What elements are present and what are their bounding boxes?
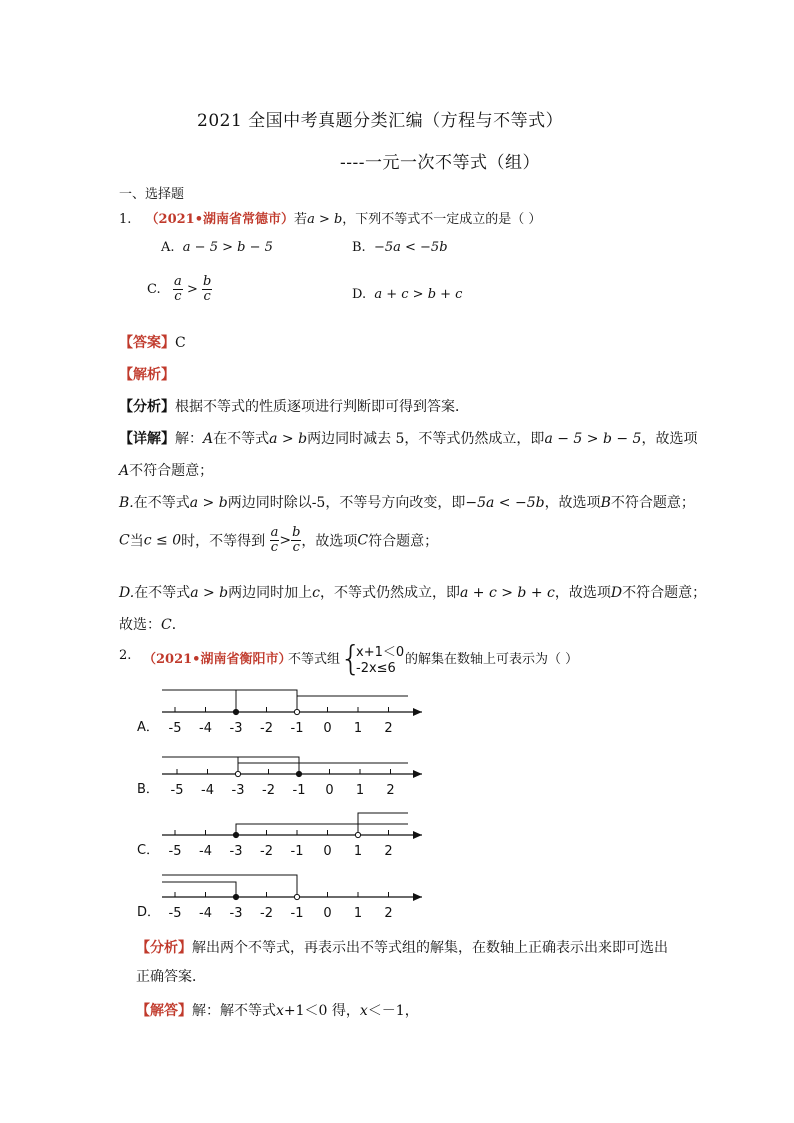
tick-label: -2 <box>260 721 273 736</box>
tick-label: 0 <box>323 906 332 921</box>
axis-arrow <box>413 708 422 716</box>
solution-ray-left <box>162 690 297 712</box>
solution-ray-left <box>162 757 299 774</box>
tick-label: 2 <box>384 906 393 921</box>
closed-endpoint <box>233 832 238 837</box>
fraction-a-over-c: $\frac{a}{c}$ <box>174 274 182 304</box>
answer-tag: 【答案】 <box>119 335 175 351</box>
tick-label: -5 <box>168 844 182 859</box>
open-endpoint <box>235 771 240 776</box>
detail-line-6: 故选：C． <box>119 617 186 633</box>
tick-label: 2 <box>384 844 393 859</box>
tick-label: -5 <box>168 906 182 921</box>
stem-prefix: 若 <box>294 212 308 227</box>
option-b: B. −5a < −5b <box>352 240 448 255</box>
q2-fenxi-line-2: 正确答案． <box>136 969 206 985</box>
detail-line-4: C当c ≤ 0时，不等得到 $\frac{a}{c}$ > $\frac{b}{c}$ ，故选项C符合题意； <box>119 525 439 555</box>
tick-label: -4 <box>199 906 212 921</box>
page-subtitle: ----一元一次不等式（组） <box>340 153 540 173</box>
q2-jieda-line: 【解答】解：解不等式x+1＜0 得，x＜－1， <box>136 1003 419 1019</box>
question-2-suffix: 的解集在数轴上可表示为（ ） <box>405 652 579 667</box>
axis-arrow <box>413 831 422 839</box>
tick-label: 1 <box>353 906 363 921</box>
question-2-source: （2021•湖南省衡阳市） <box>143 652 292 667</box>
detail-line-5: D.在不等式a > b两边同时加上c，不等式仍然成立，即a + c > b + c，故选项D不符合题意； <box>119 585 707 601</box>
option-label: A． <box>137 720 159 735</box>
fenxi-line: 【分析】根据不等式的性质逐项进行判断即可得到答案． <box>119 399 469 415</box>
tick-label: -3 <box>229 721 243 736</box>
tick-label: -2 <box>260 906 273 921</box>
tick-label: 2 <box>384 721 393 736</box>
detail-line-1: 【详解】解：A在不等式a > b两边同时减去 5，不等式仍然成立，即a − 5 > b − 5，故选项 <box>119 431 698 447</box>
solution-ray-left <box>162 875 297 897</box>
question-source: （2021•湖南省常德市） <box>145 212 295 227</box>
open-endpoint <box>294 894 299 899</box>
question-number: 1. <box>119 212 132 227</box>
open-endpoint <box>355 832 360 837</box>
tick-label: -4 <box>199 844 212 859</box>
option-d-expr: a + c > b + c <box>374 287 463 302</box>
answer-value: C <box>175 335 186 351</box>
section-heading: 一、选择题 <box>119 187 185 202</box>
analysis-tag: 【解析】 <box>119 367 175 383</box>
detail-line-3: B.在不等式a > b两边同时除以-5，不等号方向改变，即−5a < −5b，故选项B不符合题意； <box>119 495 695 511</box>
option-d: D. a + c > b + c <box>352 287 463 302</box>
tick-label: -2 <box>260 844 273 859</box>
option-a-expr: a − 5 > b − 5 <box>182 240 273 255</box>
tick-label: 0 <box>323 844 332 859</box>
tick-label: -3 <box>231 783 245 798</box>
open-endpoint <box>294 709 299 714</box>
question-2-number: 2. <box>119 648 132 663</box>
tick-label: 0 <box>323 721 332 736</box>
closed-endpoint <box>233 709 238 714</box>
axis-arrow <box>413 770 422 778</box>
option-label: B． <box>137 782 159 797</box>
solution-ray-right <box>238 763 408 774</box>
option-label: D． <box>137 905 161 920</box>
tick-label: 1 <box>353 721 363 736</box>
tick-label: 0 <box>325 783 334 798</box>
tick-label: -1 <box>290 844 304 859</box>
closed-endpoint <box>296 771 301 776</box>
question-2-prefix: 不等式组 <box>288 652 341 667</box>
tick-label: -4 <box>199 721 212 736</box>
option-label: C． <box>137 843 160 858</box>
tick-label: -2 <box>262 783 275 798</box>
closed-endpoint <box>233 894 238 899</box>
stem-condition: a > b <box>307 212 343 227</box>
option-c: C. $\frac{a}{c}$ > $\frac{b}{c}$ <box>147 274 212 304</box>
inequality-2: -2x≤6 <box>356 661 396 676</box>
tick-label: -3 <box>229 844 243 859</box>
solution-ray-left <box>162 882 236 897</box>
tick-label: -5 <box>170 783 184 798</box>
axis-arrow <box>413 893 422 901</box>
fraction-b-over-c: $\frac{b}{c}$ <box>202 274 212 304</box>
stem-suffix: ，下列不等式不一定成立的是（ ） <box>342 212 542 227</box>
inequality-1: x+1＜0 <box>356 645 405 660</box>
solution-ray-right <box>236 824 408 835</box>
tick-label: -4 <box>201 783 214 798</box>
page-title: 2021 全国中考真题分类汇编（方程与不等式） <box>197 111 564 131</box>
tick-label: -1 <box>290 906 304 921</box>
tick-label: -5 <box>168 721 182 736</box>
tick-label: 1 <box>353 844 363 859</box>
system-brace: { <box>340 639 362 679</box>
tick-label: -1 <box>290 721 304 736</box>
tick-label: -3 <box>229 906 243 921</box>
tick-label: 1 <box>355 783 365 798</box>
option-b-expr: −5a < −5b <box>373 240 448 255</box>
option-a: A. a − 5 > b − 5 <box>161 240 273 255</box>
detail-line-2: A不符合题意； <box>119 463 214 479</box>
q2-fenxi-line-1: 【分析】解出两个不等式，再表示出不等式组的解集，在数轴上正确表示出来即可选出 <box>136 940 668 956</box>
tick-label: -1 <box>292 783 306 798</box>
solution-ray-right <box>297 696 408 712</box>
tick-label: 2 <box>386 783 395 798</box>
